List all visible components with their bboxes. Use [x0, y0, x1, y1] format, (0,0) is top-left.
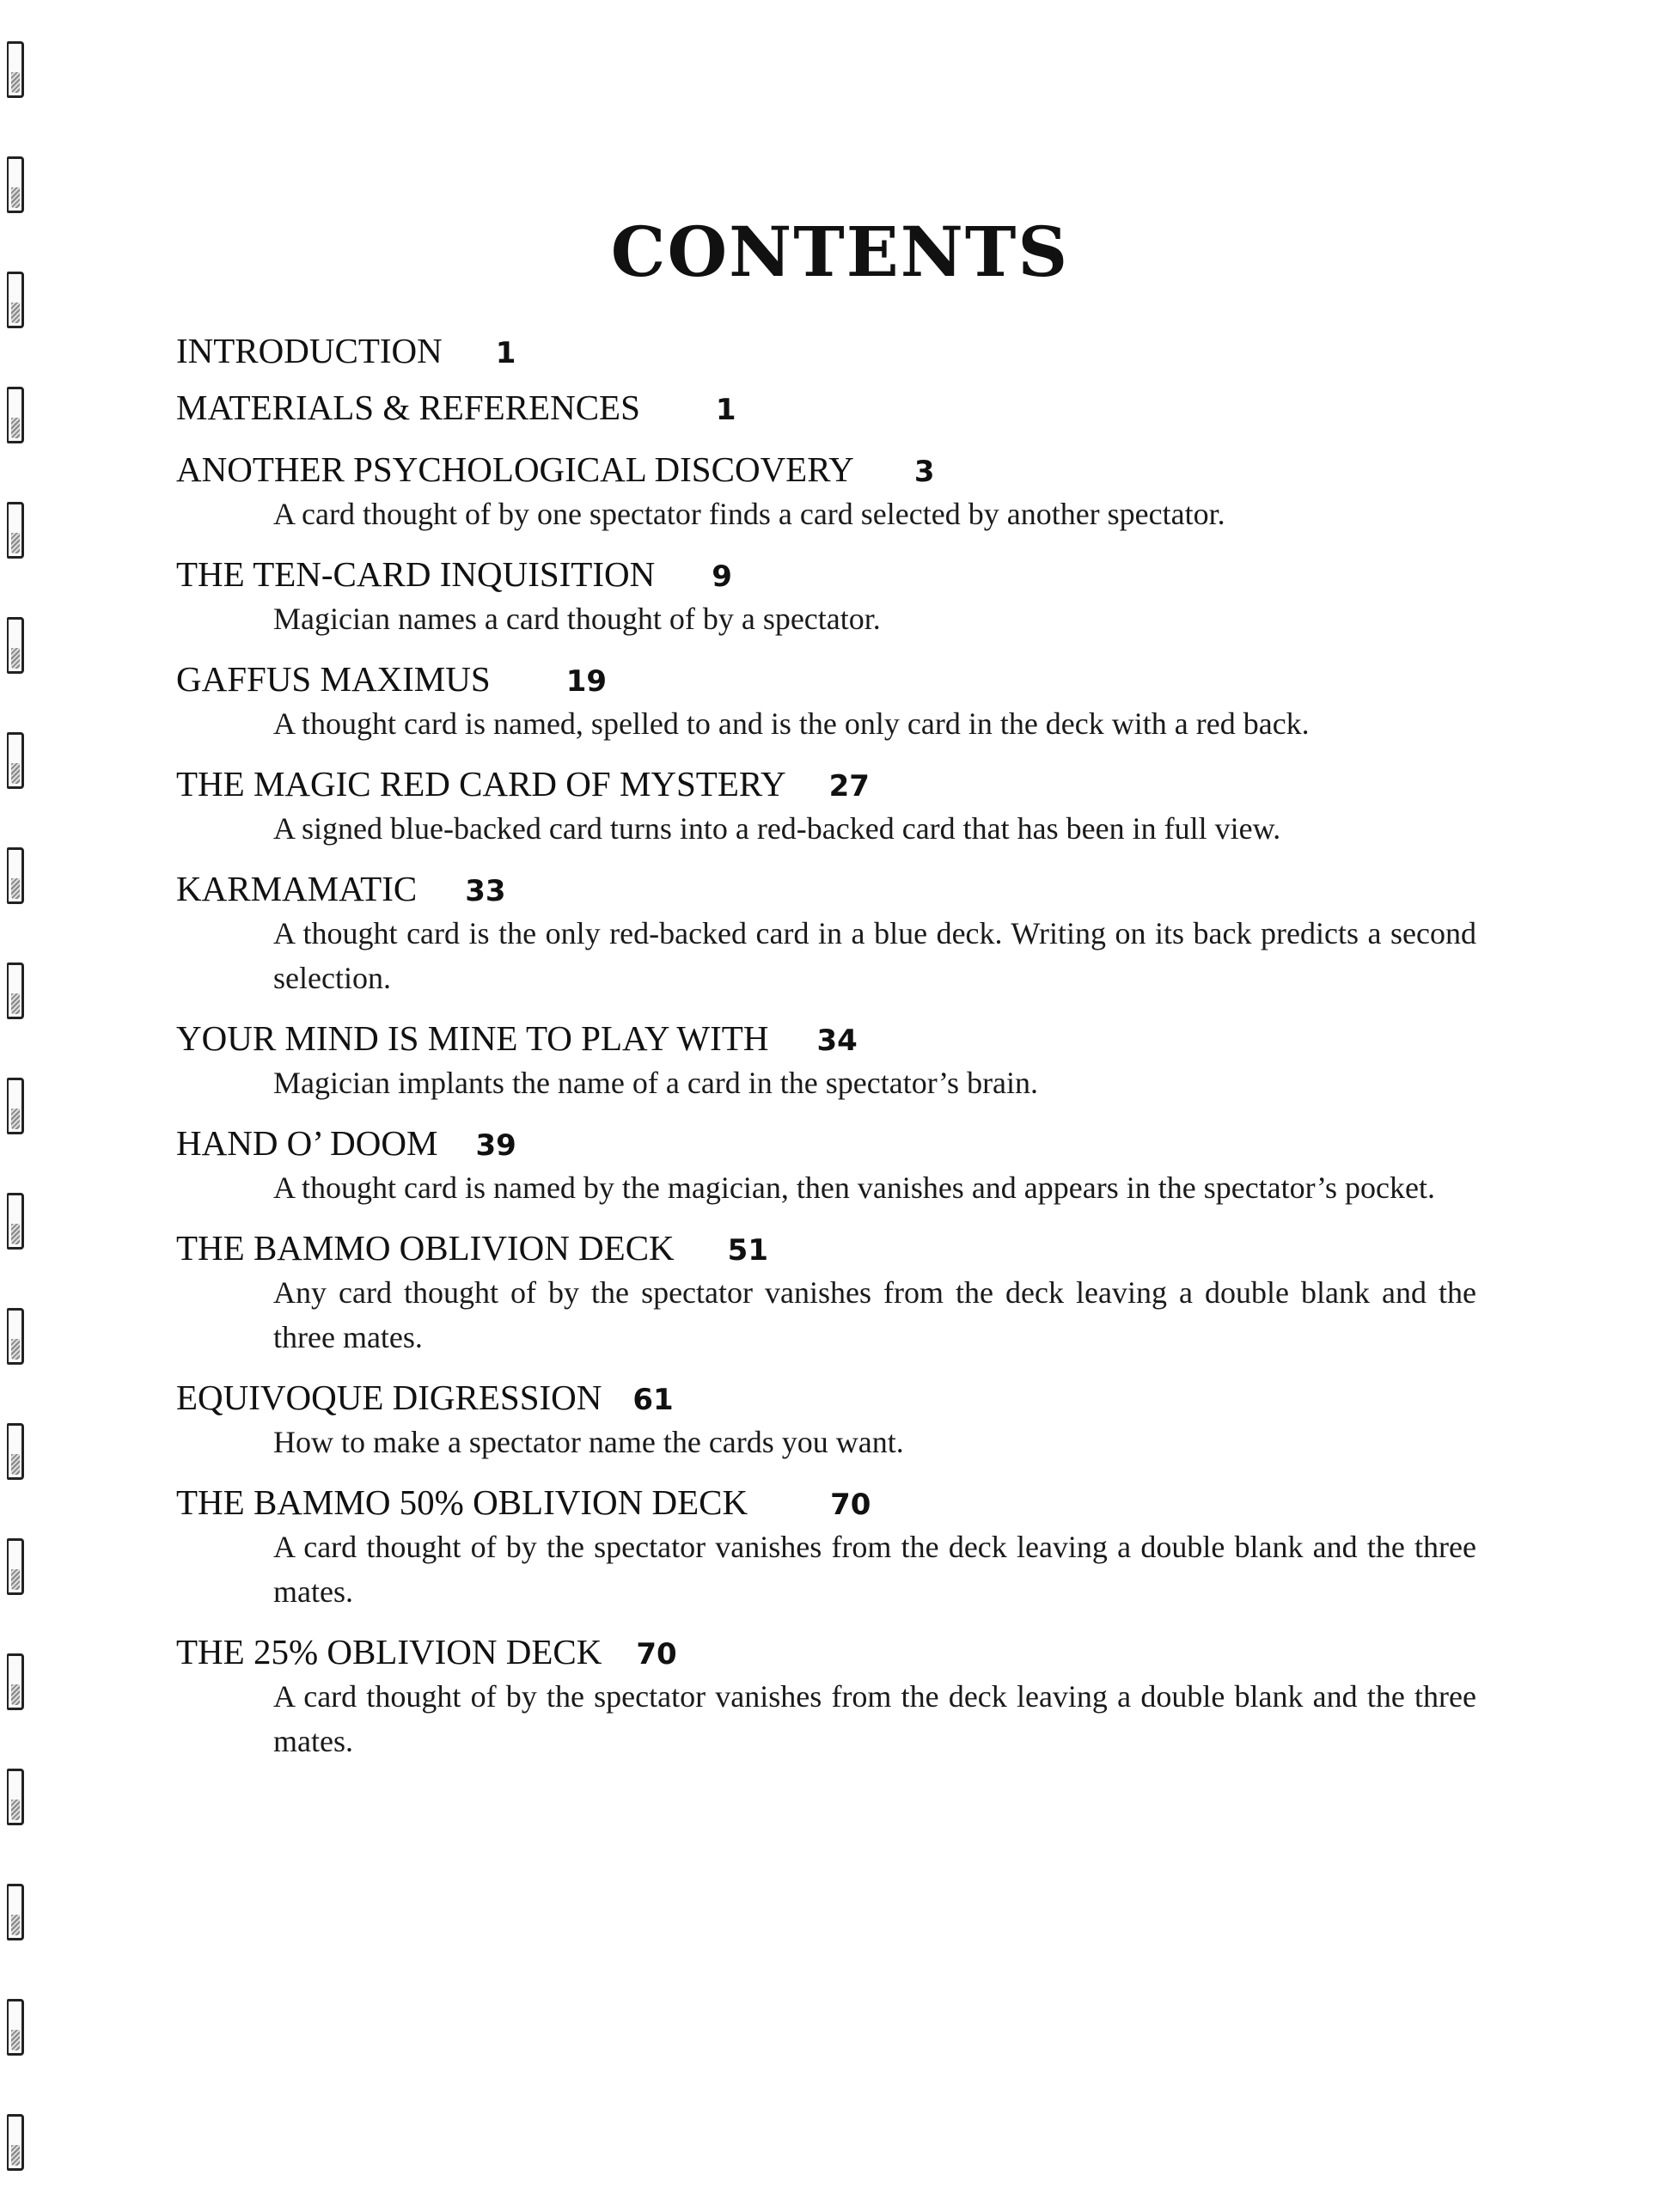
toc-entry-description: A thought card is named by the magician, then vanishes and appears in the spectator’s pocket. — [273, 1170, 1435, 1205]
toc-entry-heading — [176, 552, 1482, 596]
toc-entry-page-number: 1 — [715, 393, 736, 427]
toc-entry-page-number: 61 — [632, 1383, 674, 1417]
toc-entry-title: ANOTHER PSYCHOLOGICAL DISCOVERY — [176, 449, 854, 489]
spiral-binding — [0, 0, 52, 2200]
toc-entry — [176, 552, 1482, 641]
toc-entry-title: THE 25% OBLIVION DECK — [176, 1632, 602, 1671]
toc-entry — [176, 1480, 1482, 1614]
toc-entry-page-number: 34 — [816, 1024, 858, 1058]
binding-ring-icon — [7, 2114, 24, 2171]
page-title: CONTENTS — [610, 211, 1070, 292]
toc-entry-page-number: 70 — [830, 1488, 871, 1522]
toc-entry-heading — [176, 328, 1482, 373]
toc-entry-page-number: 19 — [565, 664, 608, 699]
toc-entry-title: MATERIALS & REFERENCES — [176, 388, 640, 427]
toc-entry-heading — [176, 761, 1482, 806]
binding-ring-icon — [7, 502, 24, 559]
table-of-contents — [176, 328, 1482, 1763]
toc-entry-page-number: 9 — [712, 559, 732, 594]
toc-entry-description: A card thought of by one spectator finds a card selected by another spectator. — [273, 497, 1225, 531]
toc-entry — [176, 1375, 1482, 1464]
toc-entry — [176, 866, 1482, 1000]
binding-ring-icon — [7, 962, 24, 1019]
toc-entry — [176, 1629, 1482, 1763]
toc-entry — [176, 761, 1482, 851]
binding-ring-icon — [7, 1769, 24, 1825]
binding-ring-icon — [7, 1078, 24, 1134]
toc-entry-description: Magician names a card thought of by a spectator. — [273, 602, 881, 636]
toc-entry — [176, 1225, 1482, 1360]
binding-ring-icon — [7, 1999, 24, 2056]
toc-entry-page-number: 51 — [727, 1233, 768, 1268]
toc-entry-description: A signed blue-backed card turns into a red-backed card that has been in full view. — [273, 811, 1281, 846]
binding-ring-icon — [7, 387, 24, 443]
binding-ring-icon — [7, 1423, 24, 1480]
toc-entry-description: A card thought of by the spectator vanishes from the deck leaving a double blank and the three mates. — [273, 1679, 1476, 1758]
toc-entry — [176, 1016, 1482, 1105]
binding-ring-icon — [7, 1193, 24, 1250]
toc-entry — [176, 657, 1482, 746]
binding-ring-icon — [7, 1653, 24, 1710]
toc-entry-title: HAND O’ DOOM — [176, 1123, 438, 1163]
toc-entry-heading — [176, 1629, 1482, 1674]
toc-entry — [176, 447, 1482, 536]
toc-entry-heading — [176, 866, 1482, 911]
binding-ring-icon — [7, 617, 24, 674]
toc-entry-title: INTRODUCTION — [176, 331, 443, 370]
toc-entry-description: Any card thought of by the spectator vanishes from the deck leaving a double blank and the three mates. — [273, 1275, 1476, 1354]
binding-ring-icon — [7, 847, 24, 904]
toc-entry-title: YOUR MIND IS MINE TO PLAY WITH — [176, 1018, 769, 1058]
toc-entry-page-number: 1 — [495, 336, 516, 370]
toc-entry-title: THE BAMMO OBLIVION DECK — [176, 1228, 675, 1268]
binding-ring-icon — [7, 1884, 24, 1940]
toc-entry-description: A thought card is the only red-backed card in a blue deck. Writing on its back predicts a second selection. — [273, 916, 1476, 995]
binding-ring-icon — [7, 1308, 24, 1365]
toc-entry-description: A thought card is named, spelled to and is the only card in the deck with a red back. — [273, 706, 1310, 741]
toc-entry-page-number: 39 — [475, 1128, 516, 1163]
toc-entry-heading — [176, 1480, 1482, 1525]
toc-entry-description: Magician implants the name of a card in the spectator’s brain. — [273, 1066, 1039, 1100]
binding-ring-icon — [7, 41, 24, 98]
toc-entry-title: THE BAMMO 50% OBLIVION DECK — [176, 1482, 748, 1522]
toc-entry-heading — [176, 1121, 1482, 1165]
toc-entry-description: How to make a spectator name the cards you want. — [273, 1425, 904, 1459]
binding-ring-icon — [7, 1538, 24, 1595]
toc-entry-title: EQUIVOQUE DIGRESSION — [176, 1378, 602, 1417]
toc-entry-page-number: 27 — [828, 769, 870, 804]
toc-entry-title: GAFFUS MAXIMUS — [176, 659, 491, 699]
toc-entry-page-number: 3 — [913, 455, 935, 489]
toc-entry-heading — [176, 385, 1482, 430]
toc-entry-heading — [176, 1016, 1482, 1060]
toc-entry-heading — [176, 657, 1482, 701]
toc-entry-page-number: 70 — [636, 1637, 677, 1671]
binding-ring-icon — [7, 732, 24, 789]
toc-entry — [176, 328, 1482, 373]
toc-entry-heading — [176, 447, 1482, 492]
toc-entry-page-number: 33 — [465, 874, 506, 908]
toc-entry-title: THE MAGIC RED CARD OF MYSTERY — [176, 764, 786, 804]
toc-entry-heading — [176, 1375, 1482, 1420]
toc-entry-title: KARMAMATIC — [176, 869, 418, 908]
toc-entry-heading — [176, 1225, 1482, 1270]
toc-entry-title: THE TEN-CARD INQUISITION — [176, 554, 656, 594]
toc-entry — [176, 1121, 1482, 1210]
toc-entry-description: A card thought of by the spectator vanishes from the deck leaving a double blank and the three mates. — [273, 1530, 1476, 1609]
toc-entry — [176, 385, 1482, 430]
binding-ring-icon — [7, 156, 24, 213]
